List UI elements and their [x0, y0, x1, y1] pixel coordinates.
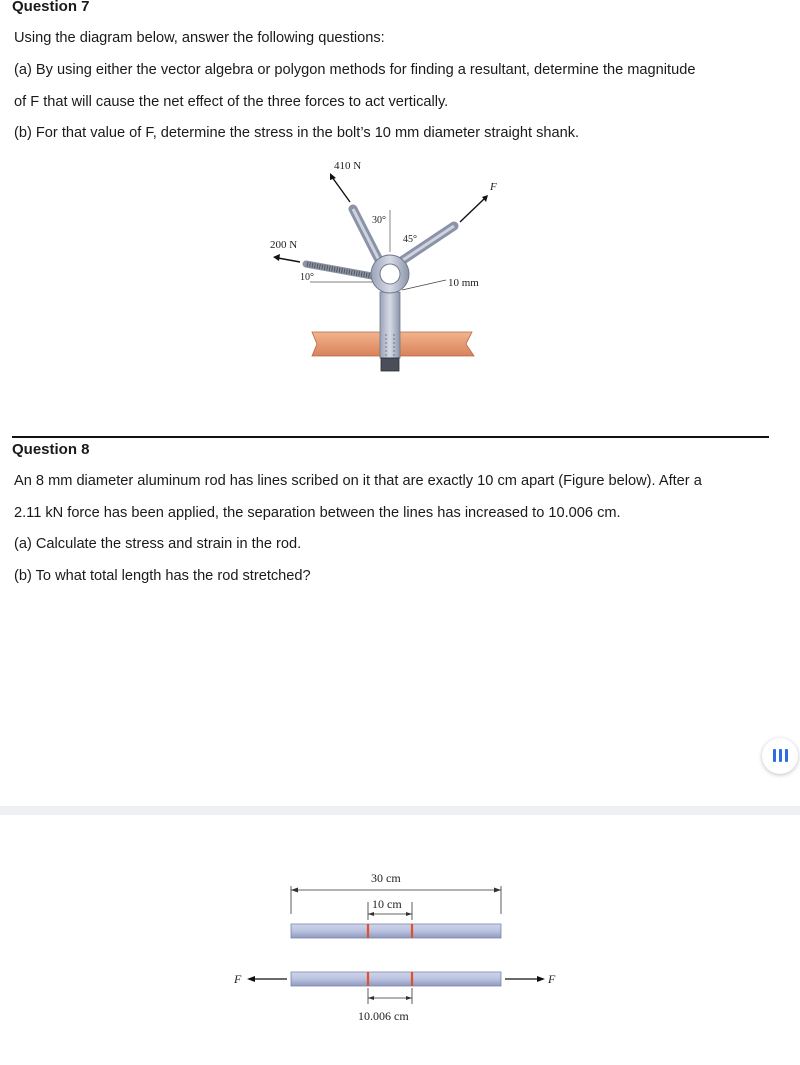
bolt-force-diagram — [260, 152, 520, 382]
question-7-part-a-line-1: (a) By using either the vector algebra or polygon methods for finding a resultant, determine the magnitude — [14, 62, 696, 78]
question-8-part-b: (b) To what total length has the rod stretched? — [14, 568, 311, 584]
question-7-intro: Using the diagram below, answer the following questions: — [14, 30, 385, 46]
label-f-right: F — [548, 972, 556, 986]
bolt-shank — [380, 292, 400, 358]
question-8-part-a: (a) Calculate the stress and strain in the rod. — [14, 536, 302, 552]
label-45-deg: 45° — [403, 234, 417, 245]
label-10-deg: 10° — [300, 272, 314, 283]
label-f: F — [490, 181, 497, 193]
label-f-left: F — [234, 972, 242, 986]
label-200n: 200 N — [270, 239, 298, 251]
label-410n: 410 N — [334, 160, 362, 172]
page-gap — [0, 806, 800, 815]
question-7-title: Question 7 — [12, 0, 90, 15]
label-10-cm: 10 cm — [372, 897, 402, 911]
rod-unloaded — [291, 924, 501, 938]
section-divider — [12, 436, 769, 438]
question-8-title: Question 8 — [12, 441, 90, 458]
question-8-line-1: An 8 mm diameter aluminum rod has lines scribed on it that are exactly 10 cm apart (Figure below). After a — [14, 473, 702, 489]
question-7-part-b: (b) For that value of F, determine the stress in the bolt’s 10 mm diameter straight shank. — [14, 125, 580, 141]
label-10-mm: 10 mm — [448, 277, 479, 289]
rod-diagram — [225, 862, 585, 1032]
label-30-deg: 30° — [372, 215, 386, 226]
label-10-006-cm: 10.006 cm — [358, 1009, 409, 1023]
floating-menu-button[interactable] — [762, 738, 798, 774]
menu-lines-icon — [771, 749, 789, 763]
question-7-part-a-line-2: of F that will cause the net effect of the three forces to act vertically. — [14, 94, 449, 110]
rod-loaded — [291, 972, 501, 986]
bolt-nut — [381, 358, 399, 371]
label-30-cm: 30 cm — [371, 871, 401, 885]
question-8-line-2: 2.11 kN force has been applied, the separation between the lines has increased to 10.006 cm. — [14, 505, 621, 521]
